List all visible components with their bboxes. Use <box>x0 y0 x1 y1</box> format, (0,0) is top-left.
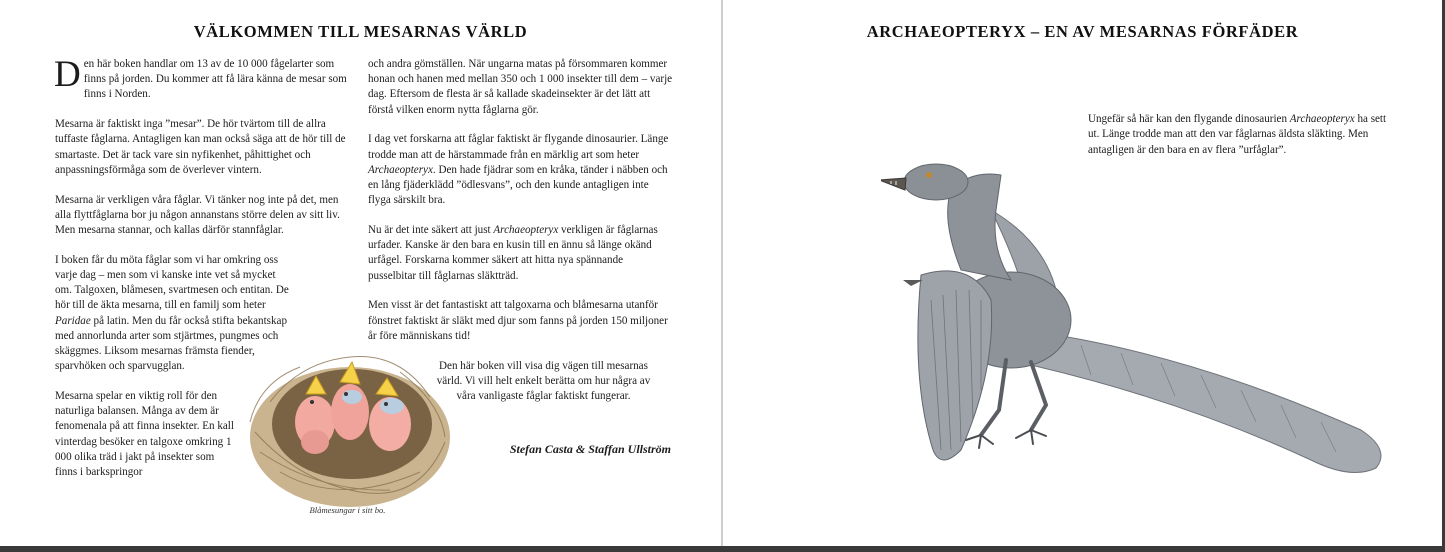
left-page <box>0 0 721 546</box>
paragraph: och andra gömställen. När ungarna matas på försommaren kommer honan och hanen med mellan 350 och 1 000 insekter till dem – varje dag. Eftersom de flesta är så kallade skadeinsekter är det lätt att förstå vilken enorm nytta fåglarna gör. <box>368 58 673 116</box>
paragraph: Den här boken vill visa dig vägen till mesarnas värld. Vi vill helt enkelt berätta om hur några av våra vanligaste fåglar faktiskt fungerar. <box>436 359 651 403</box>
paragraph <box>368 223 673 284</box>
paragraph: Mesarna är verkligen våra fåglar. Vi tänker nog inte på det, men alla flyttfåglarna bor ju någon annanstans större delen av sitt liv. Men mesarna stannar, och kallas därför stannfåglar. <box>55 193 340 237</box>
species-name: Archaeopteryx <box>368 163 433 176</box>
paragraph-text: ha sett ut. Länge trodde man att den var fåglarnas äldsta släkting. Men antagligen är den bara en av flera ”urfåglar”. <box>1088 113 1387 156</box>
page-title-right: ARCHAEOPTERYX – EN AV MESARNAS FÖRFÄDER <box>866 22 1299 41</box>
eye <box>926 172 932 178</box>
paragraph-text: I dag vet forskarna att fåglar faktiskt är flygande dinosaurier. Länge trodde man att de härstammade från en märklig art som heter <box>368 133 669 161</box>
paragraph-text: Nu är det inte säkert att just <box>368 224 494 237</box>
paragraph-text: på latin. Men du får också stifta bekantskap med annorlunda arter som stjärtmes, pungmes och skäggmes. Liksom mesarnas främsta fiender, sparvhöken och sparvugglan. <box>55 314 287 373</box>
signature: Stefan Casta & Staffan Ullström <box>509 442 671 456</box>
tail <box>1021 330 1381 473</box>
paragraph: Mesarna spelar en viktig roll för den naturliga balansen. Många av dem är fenomenala på att finna insekter. En kall vinterdag besöker en talgoxe omkring 1 000 olika träd i jakt på insekter som finns i barkspringor <box>55 390 234 479</box>
paragraph-text: . Den hade fjädrar som en kråka, tänder i näbben och en lång fjäderklädd ”ödlesvans”, och den kunde antagligen inte flyga särskilt bra. <box>368 163 668 207</box>
archaeopteryx-illustration <box>881 150 1411 530</box>
legs <box>981 360 1046 435</box>
beak <box>881 178 906 190</box>
right-page <box>723 0 1442 546</box>
figure-caption: Blåmesungar i sitt bo. <box>309 505 386 515</box>
drop-cap: D <box>54 54 81 95</box>
species-name: Archaeopteryx <box>493 224 559 237</box>
paragraph <box>54 54 355 103</box>
paragraph: Mesarna är faktiskt inga ”mesar”. De hör tvärtom till de allra tuffaste fåglarna. Antagligen kan man också säga att de hör till de smartaste. Det är tack vare sin nyfikenhet, påhittighet och anpassningsförmåga som de överlever vintern. <box>55 118 346 176</box>
paragraph-text: Ungefär så här kan den flygande dinosaurien <box>1088 113 1290 126</box>
paragraph-text: verkligen är fåglarnas urfader. Kanske är den bara en kusin till en ännu så länge okänd urfågel. Forskarna kommer säkert att hitta nya spännande pusselbitar till fåglarnas släktträd. <box>368 224 658 282</box>
paragraph: Men visst är det fantastiskt att talgoxarna och blåmesarna utanför fönstret faktiskt är släkt med djur som fanns på jorden 150 miljoner år före människans tid! <box>368 299 668 342</box>
blue-tit-chicks-illustration <box>240 342 455 507</box>
page-title-left: VÄLKOMMEN TILL MESARNAS VÄRLD <box>193 22 528 41</box>
head <box>904 164 968 200</box>
species-name: Archaeopteryx <box>1289 113 1355 126</box>
paragraph-text: en här boken handlar om 13 av de 10 000 fågelarter som finns på jorden. Du kommer att få lära känna de mesar som finns i Norden. <box>83 58 347 101</box>
page-bottom-edge <box>0 546 1445 552</box>
paragraph-text: I boken får du möta fåglar som vi har omkring oss varje dag – men som vi kanske inte vet så mycket om. Talgoxen, blåmesen, svartmesen och entitan. De hör till de äkta mesarna, till en familj som heter <box>55 253 289 312</box>
front-wing <box>903 271 992 460</box>
latin-name: Paridae <box>55 314 91 327</box>
paragraph <box>368 132 673 208</box>
